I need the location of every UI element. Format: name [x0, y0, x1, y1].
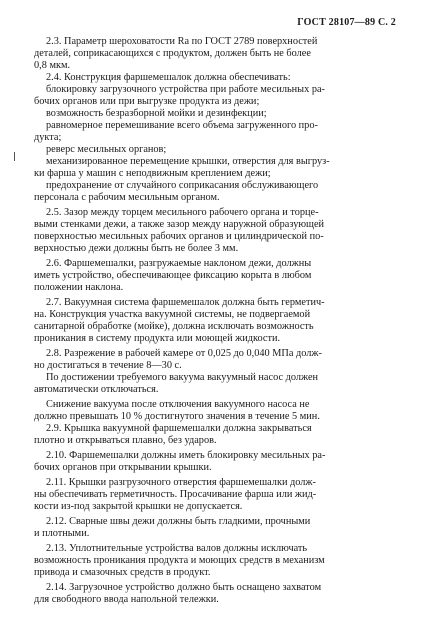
paragraph: реверс месильных органов;	[46, 144, 167, 155]
paragraph: Снижение вакуума после отключения вакуумного насоса не должно превышать 10 % достигнутого значения в течение 5 мин.	[34, 399, 320, 422]
paragraph: механизированное перемещение крышки, отверстия для выгруз- ки фарша у машин с неподвижным креплением дежи;	[34, 156, 330, 179]
paragraph: 2.5. Зазор между торцем месильного рабочего органа и торце- выми стенками дежи, а также зазор между наружной образующей поверхностью месильных рабочих органов и цилиндрической по- верхностью дежи должны быть не более 3 мм.	[34, 207, 325, 254]
document-page	[34, 17, 396, 606]
margin-mark	[14, 152, 15, 161]
paragraph: 2.9. Крышка вакуумной фаршемешалки должна закрываться плотно и открываться плавно, без ударов.	[34, 423, 312, 446]
paragraph: 2.14. Загрузочное устройство должно быть оснащено захватом для свободного ввода напольной тележки.	[34, 582, 322, 605]
paragraph: блокировку загрузочного устройства при работе месильных ра- бочих органов или при выгрузке продукта из дежи;	[34, 84, 325, 107]
paragraph: 2.13. Уплотнительные устройства валов должны исключать возможность проникания продукта и моющих средств в механизм привода и смазочных средств в продукт.	[34, 543, 325, 578]
page-header: ГОСТ 28107—89 С. 2	[297, 17, 396, 28]
paragraph: 2.7. Вакуумная система фаршемешалок должна быть герметич- на. Конструкция участка вакуумной системы, не подвергаемой санитарной обработке (мойке), должна исключать возможность проникания в систему продукта или моющей жидкости.	[34, 297, 325, 344]
paragraph: 2.3. Параметр шероховатости Ra по ГОСТ 2789 поверхностей деталей, соприкасающихся с продуктом, должен быть не более 0,8 мкм.	[34, 36, 318, 71]
paragraph: 2.11. Крышки разгрузочного отверстия фаршемешалки долж- ны обеспечивать герметичность. Просачивание фарша или жид- кости из-под закрытой крышки не допускается.	[34, 477, 317, 512]
paragraph: 2.12. Сварные швы дежи должны быть гладкими, прочными и плотными.	[34, 516, 311, 539]
paragraph: 2.10. Фаршемешалки должны иметь блокировку месильных ра- бочих органов при открывании крышки.	[34, 450, 326, 473]
paragraph: 2.4. Конструкция фаршемешалок должна обеспечивать:	[46, 72, 291, 83]
paragraph: предохранение от случайного соприкасания обслуживающего персонала с рабочим месильным органом.	[34, 180, 319, 203]
paragraph: возможность безразборной мойки и дезинфекции;	[46, 108, 267, 119]
document-body	[34, 36, 396, 606]
paragraph: 2.6. Фаршемешалки, разгружаемые наклоном дежи, должны иметь устройство, обеспечивающее фиксацию корыта в любом положении наклона.	[34, 258, 312, 293]
paragraph: равномерное перемешивание всего объема загруженного про- дукта;	[34, 120, 318, 143]
paragraph: По достижении требуемого вакуума вакуумный насос должен автоматически отключаться.	[34, 372, 319, 395]
paragraph: 2.8. Разрежение в рабочей камере от 0,025 до 0,040 МПа долж- но достигаться в течение 8—30 с.	[34, 348, 322, 371]
